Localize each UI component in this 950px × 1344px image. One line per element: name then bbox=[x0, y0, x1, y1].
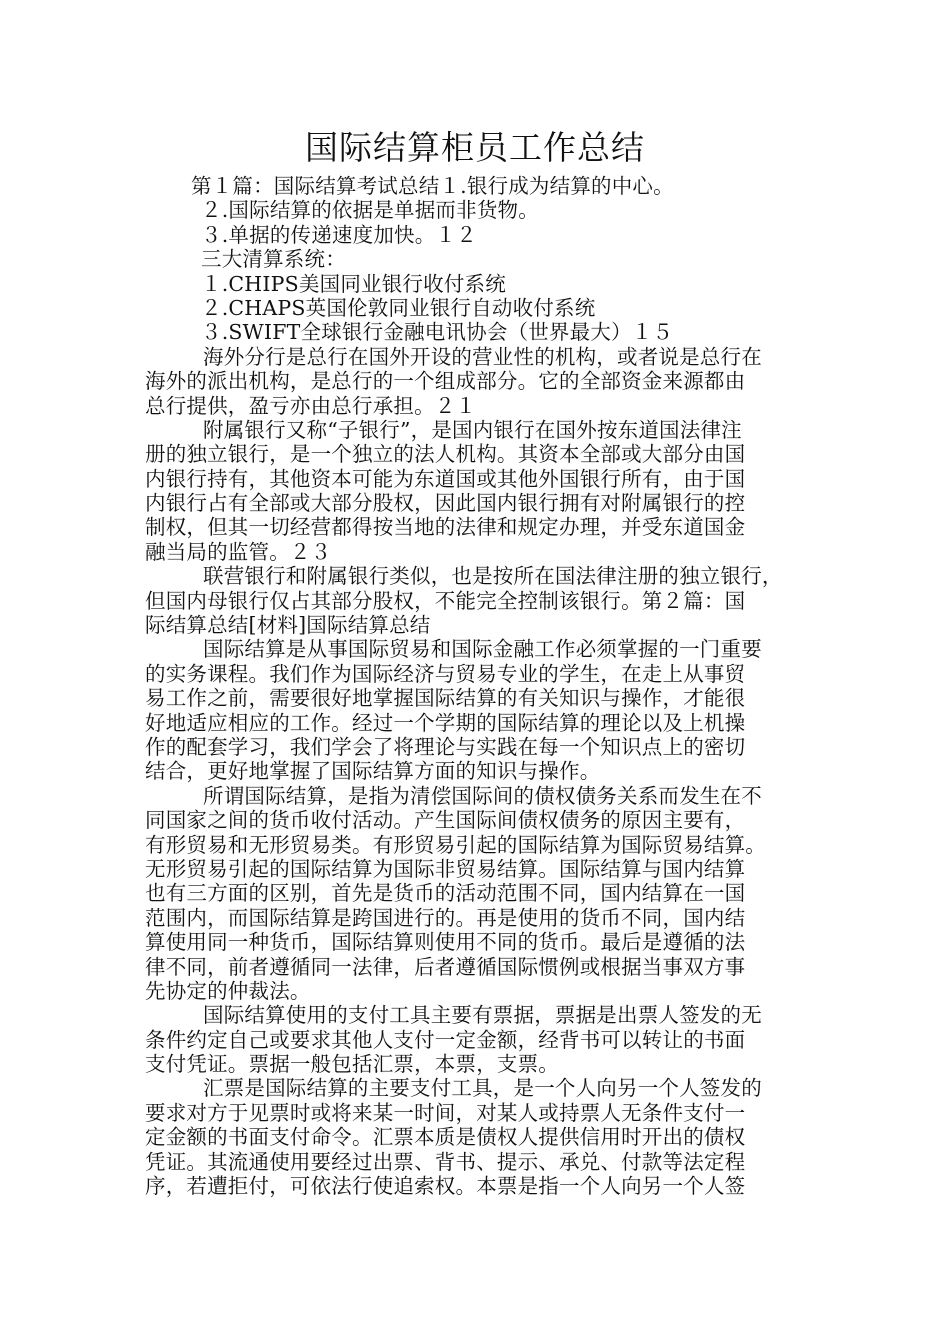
text-line: 要求对方于见票时或将来某一时间，对某人或持票人无条件支付一 bbox=[145, 1100, 746, 1125]
text-line: 算使用同一种货币，国际结算则使用不同的货币。最后是遵循的法 bbox=[145, 930, 746, 955]
text-line: 所谓国际结算，是指为清偿国际间的债权债务关系而发生在不 bbox=[203, 783, 762, 808]
text-line: 结合，更好地掌握了国际结算方面的知识与操作。 bbox=[145, 759, 601, 784]
text-line: 定金额的书面支付命令。汇票本质是债权人提供信用时开出的债权 bbox=[145, 1125, 746, 1150]
text-line: 无形贸易引起的国际结算为国际非贸易结算。国际结算与国内结算 bbox=[145, 856, 746, 881]
text-line: 同国家之间的货币收付活动。产生国际间债权债务的原因主要有， bbox=[145, 808, 746, 833]
text-line: 内银行持有，其他资本可能为东道国或其他外国银行所有，由于国 bbox=[145, 466, 746, 491]
text-line: 条件约定自己或要求其他人支付一定金额，经背书可以转让的书面 bbox=[145, 1027, 746, 1052]
text-line: 际结算总结[材料]国际结算总结 bbox=[145, 613, 431, 638]
text-line: 好地适应相应的工作。经过一个学期的国际结算的理论以及上机操 bbox=[145, 710, 746, 735]
text-line: 序，若遭拒付，可依法行使追索权。本票是指一个人向另一个人签 bbox=[145, 1174, 746, 1199]
text-line: 海外分行是总行在国外开设的营业性的机构，或者说是总行在 bbox=[203, 344, 762, 369]
text-line: 有形贸易和无形贸易类。有形贸易引起的国际结算为国际贸易结算。 bbox=[145, 832, 766, 857]
text-line: 内银行占有全部或大部分股权，因此国内银行拥有对附属银行的控 bbox=[145, 491, 746, 516]
text-line: 凭证。其流通使用要经过出票、背书、提示、承兑、付款等法定程 bbox=[145, 1149, 746, 1174]
text-line: 先协定的仲裁法。 bbox=[145, 978, 311, 1003]
text-line: 律不同，前者遵循同一法律，后者遵循国际惯例或根据当事双方事 bbox=[145, 954, 746, 979]
text-line: ３.单据的传递速度加快。１２ bbox=[201, 222, 477, 247]
document-body bbox=[145, 174, 815, 1198]
text-line: 国际结算是从事国际贸易和国际金融工作必须掌握的一门重要 bbox=[203, 637, 762, 662]
text-line: ２.CHAPS英国伦敦同业银行自动收付系统 bbox=[201, 295, 596, 320]
document-title: 国际结算柜员工作总结 bbox=[305, 128, 645, 167]
text-line: 联营银行和附属银行类似，也是按所在国法律注册的独立银行， bbox=[203, 564, 783, 589]
text-line: 但国内母银行仅占其部分股权，不能完全控制该银行。第２篇：国 bbox=[145, 588, 746, 613]
text-line: 国际结算使用的支付工具主要有票据，票据是出票人签发的无 bbox=[203, 1003, 762, 1028]
text-line: 附属银行又称“子银行”，是国内银行在国外按东道国法律注 bbox=[203, 417, 742, 442]
text-line: 汇票是国际结算的主要支付工具，是一个人向另一个人签发的 bbox=[203, 1076, 762, 1101]
text-line: ３.SWIFT全球银行金融电讯协会（世界最大）１５ bbox=[201, 320, 674, 345]
text-line: 支付凭证。票据一般包括汇票，本票，支票。 bbox=[145, 1052, 559, 1077]
text-line: 的实务课程。我们作为国际经济与贸易专业的学生，在走上从事贸 bbox=[145, 661, 746, 686]
text-line: 融当局的监管。２３ bbox=[145, 539, 332, 564]
text-line: ２.国际结算的依据是单据而非货物。 bbox=[201, 198, 539, 223]
text-line: 海外的派出机构，是总行的一个组成部分。它的全部资金来源都由 bbox=[145, 369, 746, 394]
text-line: 易工作之前，需要很好地掌握国际结算的有关知识与操作，才能很 bbox=[145, 686, 746, 711]
text-line: 也有三方面的区别，首先是货币的活动范围不同，国内结算在一国 bbox=[145, 881, 746, 906]
text-line: 范围内，而国际结算是跨国进行的。再是使用的货币不同，国内结 bbox=[145, 905, 746, 930]
text-line: 三大清算系统： bbox=[201, 247, 346, 272]
text-line: 第１篇：国际结算考试总结１.银行成为结算的中心。 bbox=[191, 174, 674, 198]
text-line: １.CHIPS美国同业银行收付系统 bbox=[201, 271, 506, 296]
text-line: 册的独立银行，是一个独立的法人机构。其资本全部或大部分由国 bbox=[145, 442, 746, 467]
text-line: 制权，但其一切经营都得按当地的法律和规定办理，并受东道国金 bbox=[145, 515, 746, 540]
text-line: 总行提供，盈亏亦由总行承担。２１ bbox=[145, 393, 477, 418]
text-line: 作的配套学习，我们学会了将理论与实践在每一个知识点上的密切 bbox=[145, 734, 746, 759]
